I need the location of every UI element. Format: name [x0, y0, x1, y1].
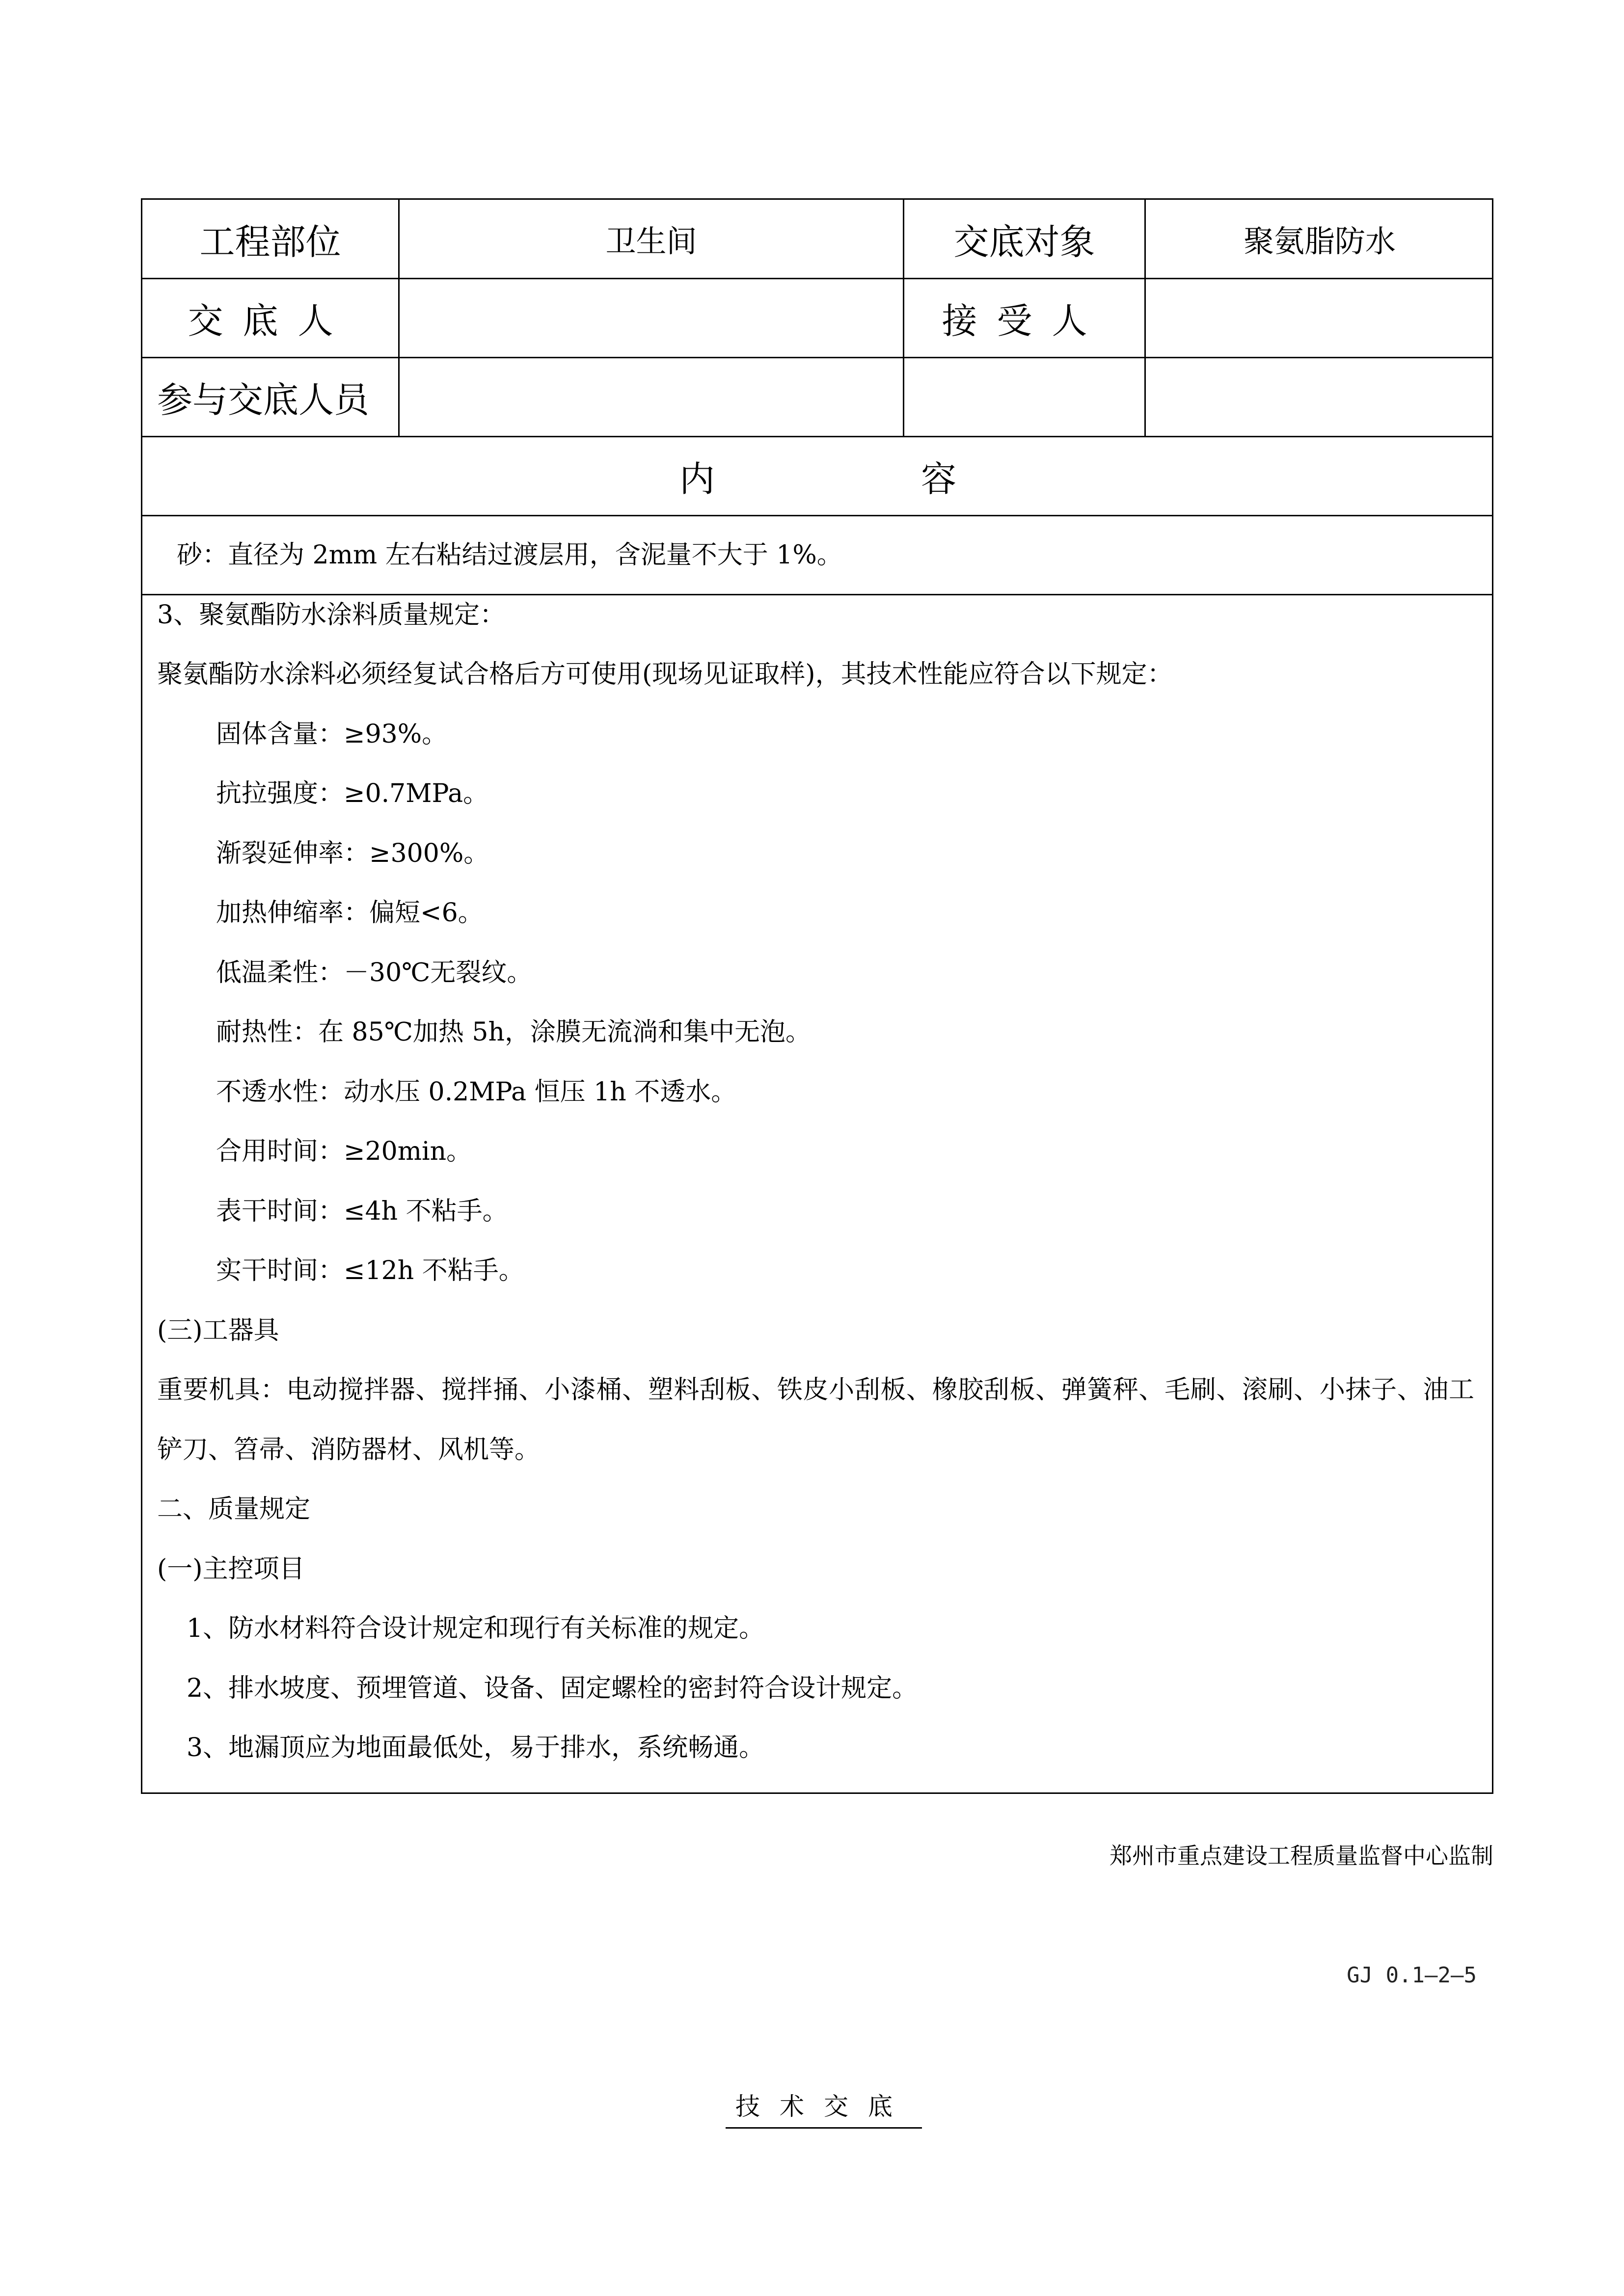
label-disclosure-target: 交底对象 — [953, 221, 1095, 263]
content-heading — [142, 437, 1493, 515]
label-project-location: 工程部位 — [199, 221, 341, 263]
content-line: 重要机具：电动搅拌器、搅拌捅、小漆桶、塑料刮板、铁皮小刮板、橡胶刮板、弹簧秤、毛刷、滚刷、小抹子、油工铲刀、笤帚、消防器材、风机等。 — [157, 1375, 1474, 1465]
content-line: 砂：直径为 2mm 左右粘结过渡层用，含泥量不大于 1%。 — [177, 540, 842, 570]
disclosure-form-table — [141, 198, 1493, 1794]
content-line: 表干时间：≤4h 不粘手。 — [216, 1196, 508, 1226]
value-presenter — [400, 279, 903, 357]
supervising-organization: 郑州市重点建设工程质量监督中心监制 — [1110, 1842, 1493, 1869]
content-line: 实干时间：≤12h 不粘手。 — [216, 1256, 524, 1285]
label-participants: 参与交底人员 — [157, 379, 370, 421]
content-line: 1、防水材料符合设计规定和现行有关标准的规定。 — [187, 1614, 765, 1643]
content-line: 3、聚氨酯防水涂料质量规定： — [157, 600, 506, 630]
content-line: 聚氨酯防水涂料必须经复试合格后方可使用(现场见证取样)，其技术性能应符合以下规定： — [157, 660, 1173, 689]
content-line: 2、排水坡度、预埋管道、设备、固定螺栓的密封符合设计规定。 — [187, 1673, 918, 1703]
content-line: (一)主控项目 — [157, 1554, 305, 1584]
label-presenter: 交底人 — [188, 300, 353, 342]
content-line: 二、质量规定 — [157, 1495, 311, 1524]
form-code: GJ 0.1—2—5 — [1347, 1963, 1477, 1988]
document-title: 技术交底 — [726, 2087, 922, 2129]
content-line: 抗拉强度：≥0.7MPa。 — [216, 779, 489, 808]
content-heading-char-2: 容 — [921, 458, 957, 500]
content-line: 不透水性：动水压 0.2MPa 恒压 1h 不透水。 — [216, 1077, 737, 1107]
content-line: 固体含量：≥93%。 — [216, 719, 448, 749]
label-receiver: 接受人 — [942, 300, 1107, 342]
content-line: 耐热性：在 85℃加热 5h，涂膜无流淌和集中无泡。 — [216, 1017, 811, 1047]
content-body — [142, 515, 1492, 1778]
content-line: (三)工器具 — [157, 1315, 279, 1345]
content-line: 合用时间：≥20min。 — [216, 1137, 472, 1166]
content-line: 渐裂延伸率：≥300%。 — [216, 838, 489, 868]
content-line: 低温柔性：－30℃无裂纹。 — [216, 958, 533, 988]
content-line: 3、地漏顶应为地面最低处，易于排水，系统畅通。 — [187, 1733, 765, 1762]
content-heading-char-1: 内 — [679, 458, 715, 500]
content-line: 加热伸缩率：偏短<6。 — [216, 898, 484, 928]
value-disclosure-target: 聚氨脂防水 — [1243, 223, 1396, 259]
value-project-location: 卫生间 — [605, 223, 697, 259]
value-receiver — [1146, 279, 1493, 357]
